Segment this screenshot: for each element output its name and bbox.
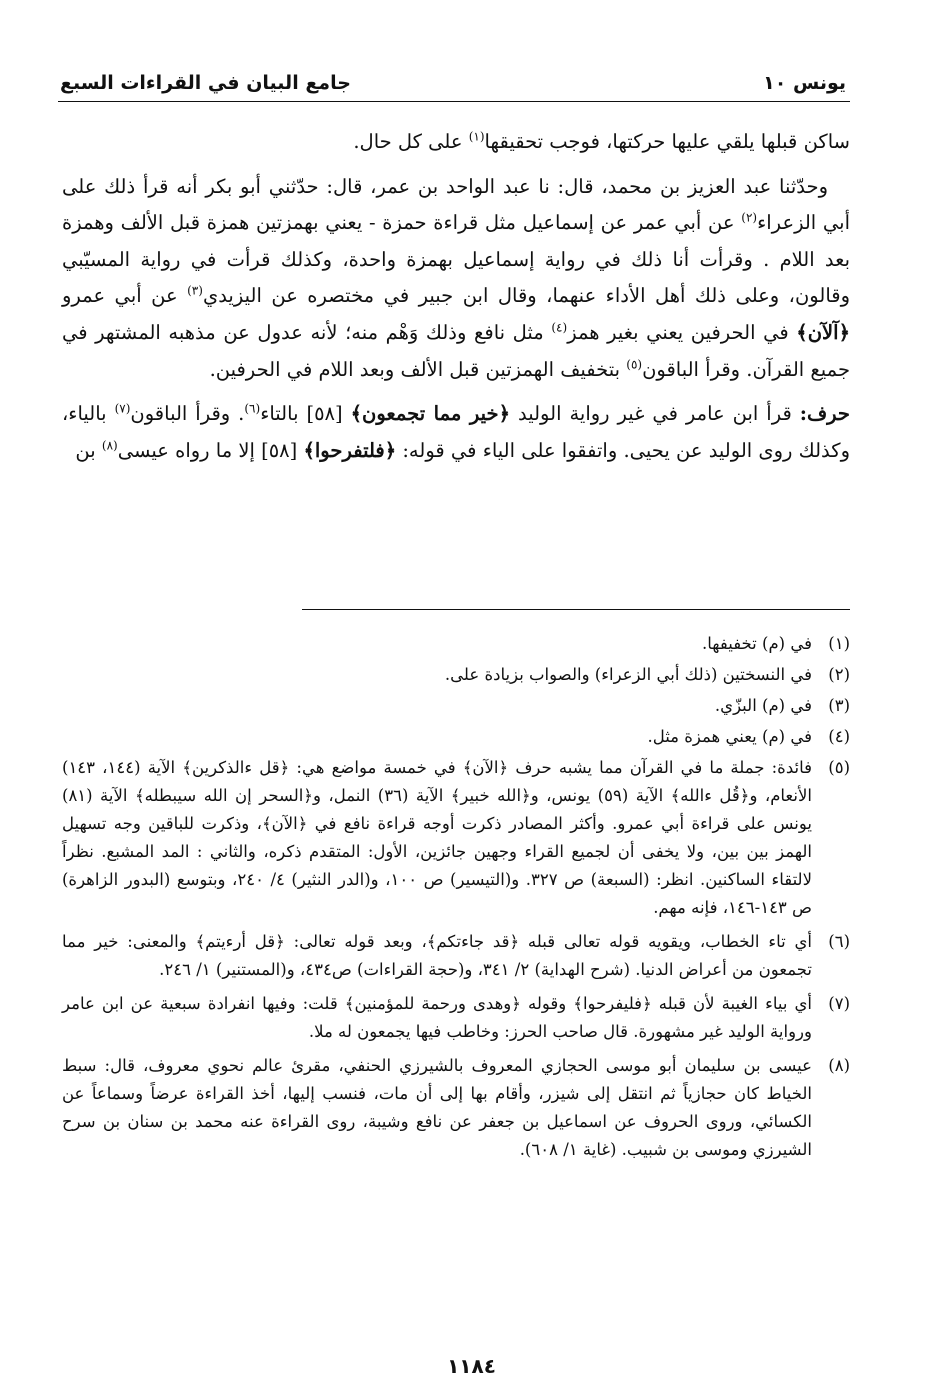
footnote-text: في (م) البزّي. [714,696,812,715]
running-header [58,58,850,102]
quran-quote: ﴿آلآن﴾ [796,320,850,344]
footnote-number: (٣) [828,696,850,715]
footnote-number: (٨) [828,1056,850,1075]
main-text [62,124,850,469]
text-run: عن أبي عمرو [62,284,188,308]
footnote-ref-6[interactable]: (٦) [244,401,261,416]
text-run: ساكن قبلها يلقي عليها حركتها، فوجب تحقيقها [484,130,850,153]
paragraph-2 [62,169,850,389]
footnote-ref-8[interactable]: (٨) [101,438,118,453]
footnote-text: في (م) يعني همزة مثل. [647,727,812,746]
footnote-ref-2[interactable]: (٢) [741,210,758,225]
footnote-number: (٤) [828,727,850,746]
text-run: . وقرأ الباقون [130,402,245,426]
quran-quote: ﴿فلتفرحوا﴾ [303,438,397,462]
footnote-number: (٦) [828,932,850,951]
section-label: حرف: [799,402,850,426]
text-run: [٥٨] بالتاء [260,402,351,426]
footnote [62,723,850,751]
footnote-number: (٥) [828,758,850,777]
footnote-separator [302,609,850,610]
footnote [62,661,850,689]
footnote-text: أي بياء الغيبة لأن قبله ﴿فليفرحوا﴾ وقوله ﴿وهدى ورحمة للمؤمنين﴾ قلت: وفيها انفرادة سبعية عن ابن عامر ورواية الوليد غير مشهورة. قال صاحب الحرز: وخاطب فيها يجمعون له ملا. [62,994,812,1041]
chapter-title: يونس ١٠ [763,72,846,94]
footnote-text: في النسختين (ذلك أبي الزعراء) والصواب بزيادة على. [444,665,812,684]
footnote-ref-3[interactable]: (٣) [187,283,203,298]
footnotes [62,630,850,1170]
page-number: ١١٨٤ [447,1354,496,1378]
footnote-text: أي تاء الخطاب، ويقويه قوله تعالى قبله ﴿قد جاءتكم﴾، وبعد قوله تعالى: ﴿قل أرءيتم﴾ والمعنى: خير مما تجمعون من أعراض الدنيا. (شرح الهداية) ٢/ ٣٤١، و(حجة القراءات) ص٤٣٤، و(المستنير) ١/ ٢٤٦. [62,932,812,979]
quran-quote: ﴿خير مما تجمعون﴾ [350,402,511,426]
header-rule [58,101,850,102]
footnote [62,754,850,922]
footnote-text: في (م) تخفيفها. [701,634,812,653]
paragraph-3 [62,396,850,469]
footnote [62,928,850,984]
footnote [62,990,850,1046]
footnote-text: عيسى بن سليمان أبو موسى الحجازي المعروف بالشيرزي الحنفي، مقرئ عالم نحوي معروف، قال: سبط الخياط كان حجازياً ثم انتقل إلى شيزر، وأقام بها إلى أن مات، فنسب إليها، أخذ القراءة عرضاً وسماعاً عن الكسائي، وروى الحروف عن اسماعيل بن جعفر عن نافع وشيبة، روى القراءة عنه محمد بن سنان بن سرح الشيرزي وموسى بن شبيب. (غاية ١/ ٦٠٨). [62,1056,812,1159]
footnote [62,630,850,658]
footnote-ref-1[interactable]: (١) [468,129,485,144]
footnote-number: (٢) [828,665,850,684]
footnote-ref-5[interactable]: (٥) [626,357,643,372]
text-run: مثل نافع وذلك وَهْم منه؛ لأنه عدول عن مذهبه المشتهر في جميع القرآن. وقرأ الباقون [62,320,850,381]
footnote-number: (٧) [828,994,850,1013]
paragraph-1 [62,124,850,161]
text-run: عن أبي عمر عن إسماعيل مثل قراءة حمزة - يعني بهمزتين همزة قبل الألف وهمزة بعد اللام . وقرأت أنا ذلك في رواية إسماعيل بهمزة واحدة، وكذلك قرأت في رواية المسيّبي وقالون، وعلى ذلك أهل الأداء عنهما، وقال ابن جبير في مختصره عن اليزيدي [62,211,850,308]
text-run: [٥٨] إلا ما رواه عيسى [117,438,304,462]
text-run: في الحرفين يعني بغير همز [567,320,797,344]
text-run: بتخفيف الهمزتين قبل الألف وبعد اللام في الحرفين. [209,357,627,381]
footnote-ref-4[interactable]: (٤) [551,320,568,335]
text-run: وحدّثنا عبد العزيز بن محمد، قال: نا عبد الواحد بن عمر، قال: حدّثني أبو بكر أنه قرأ ذلك على أبي الزعراء [62,174,851,235]
footnote-text: فائدة: جملة ما في القرآن مما يشبه حرف ﴿الآن﴾ في خمسة مواضع هي: ﴿قل ءالذكرين﴾ الآية (١٤٤، ١٤٣) الأنعام، و﴿قُل ءالله﴾ الآية (٥٩) يونس، و﴿الله خبير﴾ الآية (٣٦) النمل، و﴿السحر إن الله سيبطله﴾ الآية (٨١) يونس على قراءة أبي عمرو. وأكثر المصادر ذكرت أوجه قراءة نافع في ﴿الآن﴾، وذكرت للباقين وجه تسهيل الهمز بين بين، ولا يخفى أن لجميع القراء وجهين جائزين، الأول: المتقدم ذكره، والثاني : المد المشبع. نظراً لالتقاء الساكنين. انظر: (السبعة) ص ٣٢٧. و(التيسير) ص ١٠٠، و(الدر النثير) ٤/ ٢٤٠، وبتوسع (البدور الزاهرة) ص ١٤٣-١٤٦، فإنه مهم. [62,758,812,917]
footnote [62,692,850,720]
footnote-ref-7[interactable]: (٧) [114,401,131,416]
text-run: بالياء، وكذلك روى الوليد عن يحيى. واتفقوا على الياء في قوله: [62,402,850,462]
text-run: قرأ ابن عامر في غير رواية الوليد [510,402,800,426]
footnote [62,1052,850,1164]
book-title: جامع البيان في القراءات السبع [60,72,351,94]
text-run: على كل حال. [353,130,469,153]
text-run: بن [75,438,102,462]
footnote-number: (١) [828,634,850,653]
